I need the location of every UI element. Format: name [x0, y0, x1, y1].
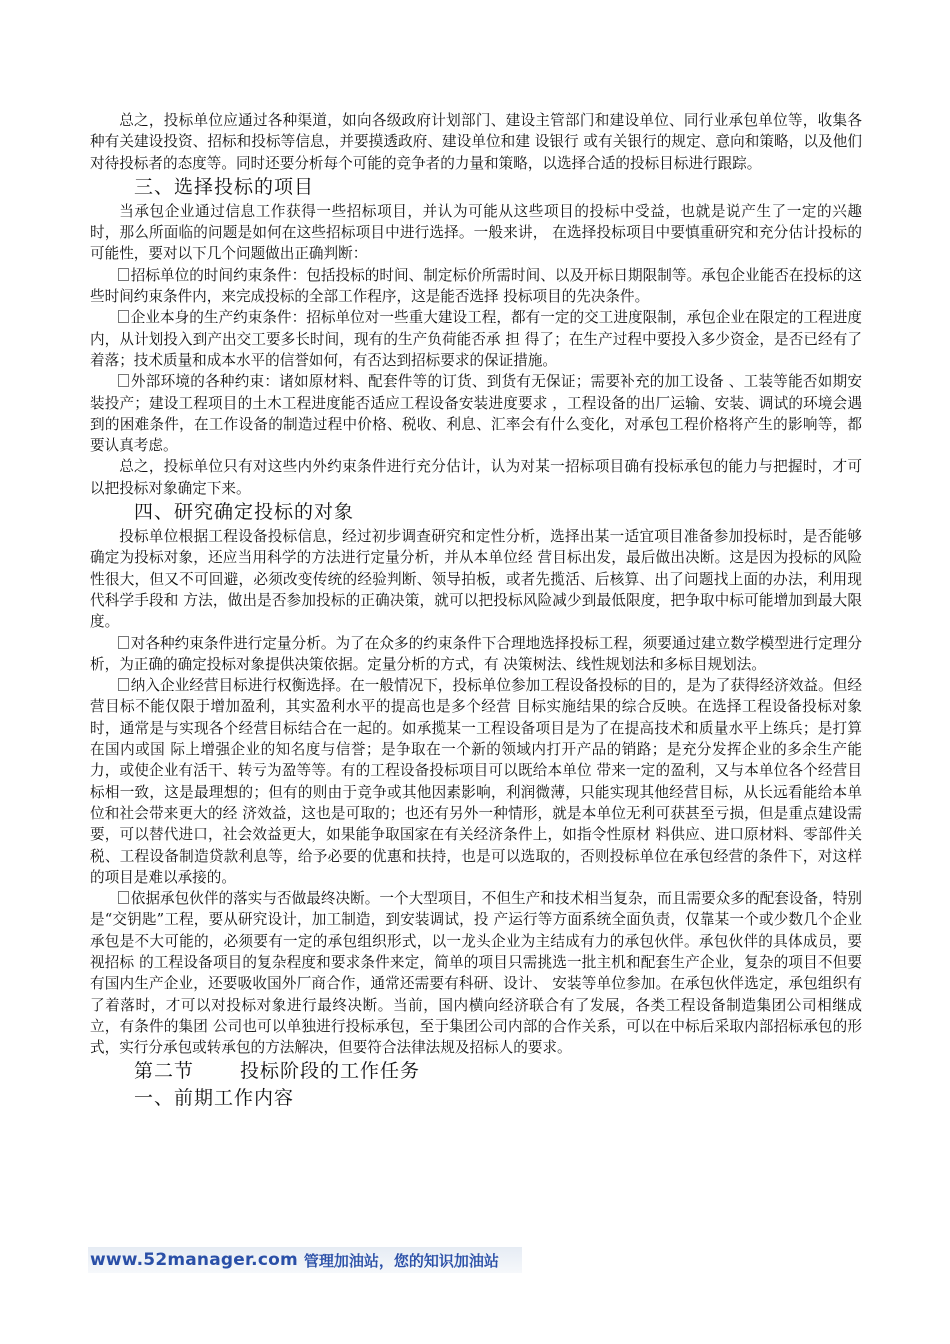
paragraph-select-intro: 当承包企业通过信息工作获得一些招标项目，并认为可能从这些项目的投标中受益，也就是说产生了一定的兴趣时，那么所面临的问题是如何在这些招标项目中进行选择。一般来讲， 在选择投标项目中要慎重研究和充分估计投标的可能性，要对以下几个问题做出正确判断：	[90, 202, 862, 263]
footer-slogan: 管理加油站，您的知识加油站	[303, 1251, 499, 1270]
bullet-box-icon	[118, 310, 129, 323]
section-name: 投标阶段的工作任务	[240, 1060, 421, 1083]
bullet-partners: 依据承包伙伴的落实与否做最终决断。一个大型项目，不但生产和技术相当复杂，而且需要众多的配套设备，特别是“交钥匙”工程，要从研究设计，加工制造，到安装调试，投 产运行等方面系统全面负责，仅靠某一个或少数几个企业承包是不大可能的，必须要有一定的承包组织形式，以一龙头企业为主结成有力的承包伙伴。承包伙伴的具体成员，要视招标 的工程设备项目的复杂程度和要求条件来定，简单的项目只需挑选一批主机和配套生产企业，复杂的项目不但要有国内生产企业，还要吸收国外厂商合作，通常还需要有科研、设计、 安装等单位参加。在承包伙伴选定，承包组织有了着落时，才可以对投标对象进行最终决断。当前，国内横向经济联合有了发展，各类工程设备制造集团公司相继成立，有条件的集团 公司也可以单独进行投标承包，至于集团公司内部的合作关系，可以在中标后采取内部招标承包的形式，实行分承包或转承包的方法解决，但要符合法律法规及招标人的要求。	[90, 890, 862, 1057]
paragraph-determine-intro: 投标单位根据工程设备投标信息，经过初步调查研究和定性分析，选择出某一适宜项目准备参加投标时，是否能够确定为投标对象，还应当用科学的方法进行定量分析，并从本单位经 营目标出发，最后做出决断。这是因为投标的风险性很大，但又不可回避，必须改变传统的经验判断、领导拍板，或者先揽活、后核算、出了问题找上面的办法，利用现代科学手段和 方法，做出是否参加投标的正确决策，就可以把投标风险减少到最低限度，把争取中标可能增加到最大限度。	[90, 528, 862, 631]
paragraph-select-conclusion: 总之，投标单位只有对这些内外约束条件进行充分估计，认为对某一招标项目确有投标承包的能力与把握时，才可以把投标对象确定下来。	[90, 458, 862, 497]
section-number: 第二节	[134, 1060, 195, 1083]
bullet-external-constraints: 外部环境的各种约束：诸如原材料、配套件等的订货、到货有无保证；需要补充的加工设备 、工装等能否如期安装投产；建设工程项目的土木工程进度能否适应工程设备安装进度要求 ，工程设备的出厂运输、安装、调试的环境会遇到的困难条件，在工作设备的制造过程中价格、税收、利息、汇率会有什么变化，对承包工程价格将产生的影响等，都要认真考虑。	[90, 373, 862, 455]
document-page	[90, 110, 862, 1112]
bullet-box-icon	[118, 678, 129, 691]
section-title	[90, 1058, 862, 1085]
bullet-business-goals: 纳入企业经营目标进行权衡选择。在一般情况下，投标单位参加工程设备投标的目的，是为了获得经济效益。但经营目标不能仅限于增加盈利，其实盈利水平的提高也是多个经营 目标实施结果的综合反映。在选择工程设备投标对象时，通常是与实现各个经营目标结合在一起的。如承揽某一工程设备项目是为了在提高技术和质量水平上练兵；是打算在国内或国 际上增强企业的知名度与信誉；是争取在一个新的领域内打开产品的销路；是充分发挥企业的多余生产能力，或使企业有活干、转亏为盈等等。有的工程设备投标项目可以既给本单位 带来一定的盈利，又与本单位各个经营目标相一致，这是最理想的；但有的则由于竞争或其他因素影响，利润微薄，只能实现其他经营目标，从长远看能给本单位和社会带来更大的经 济效益，这也是可取的；也还有另外一种情形，就是本单位无利可获甚至亏损，但是重点建设需要，可以替代进口，社会效益更大，如果能争取国家在有关经济条件上，如指令性原材 料供应、进口原材料、零部件关税、工程设备制造贷款利息等，给予必要的优惠和扶持，也是可以选取的，否则投标单位在承包经营的条件下，对这样的项目是难以承接的。	[90, 677, 862, 886]
bullet-box-icon	[118, 636, 129, 649]
heading-determine-target: 四、研究确定投标的对象	[134, 501, 355, 524]
footer-url[interactable]: www.52manager.com	[90, 1250, 298, 1270]
subheading-preliminary-work: 一、前期工作内容	[134, 1087, 295, 1110]
paragraph-summary-channels: 总之，投标单位应通过各种渠道，如向各级政府计划部门、建设主管部门和建设单位、同行业承包单位等，收集各种有关建设投资、招标和投标等信息，并要摸透政府、建设单位和建 设银行 或有关银行的规定、意向和策略，以及他们对待投标者的态度等。同时还要分析每个可能的竞争者的力量和策略，以选择合适的投标目标进行跟踪。	[90, 112, 862, 172]
footer-banner	[88, 1247, 522, 1273]
bullet-box-icon	[118, 268, 129, 281]
bullet-box-icon	[118, 374, 129, 387]
bullet-box-icon	[118, 891, 129, 904]
bullet-time-constraints: 招标单位的时间约束条件：包括投标的时间、制定标价所需时间、以及开标日期限制等。承包企业能否在投标的这些时间约束条件内，来完成投标的全部工作程序，这是能否选择 投标项目的先决条件。	[90, 266, 862, 306]
bullet-production-constraints: 企业本身的生产约束条件：招标单位对一些重大建设工程，都有一定的交工进度限制，承包企业在限定的工程进度内，从计划投入到产出交工要多长时间，现有的生产负荷能否承 担 得了；在生产过程中要投入多少资金，是否已经有了着落；技术质量和成本水平的信誉如何，有否达到招标要求的保证措施。	[90, 309, 862, 369]
heading-select-projects: 三、选择投标的项目	[134, 175, 315, 198]
bullet-quantitative-analysis: 对各种约束条件进行定量分析。为了在众多的约束条件下合理地选择投标工程，须要通过建立数学模型进行定理分析，为正确的确定投标对象提供决策依据。定量分析的方式，有 决策树法、线性规划法和多标目规划法。	[90, 634, 862, 673]
